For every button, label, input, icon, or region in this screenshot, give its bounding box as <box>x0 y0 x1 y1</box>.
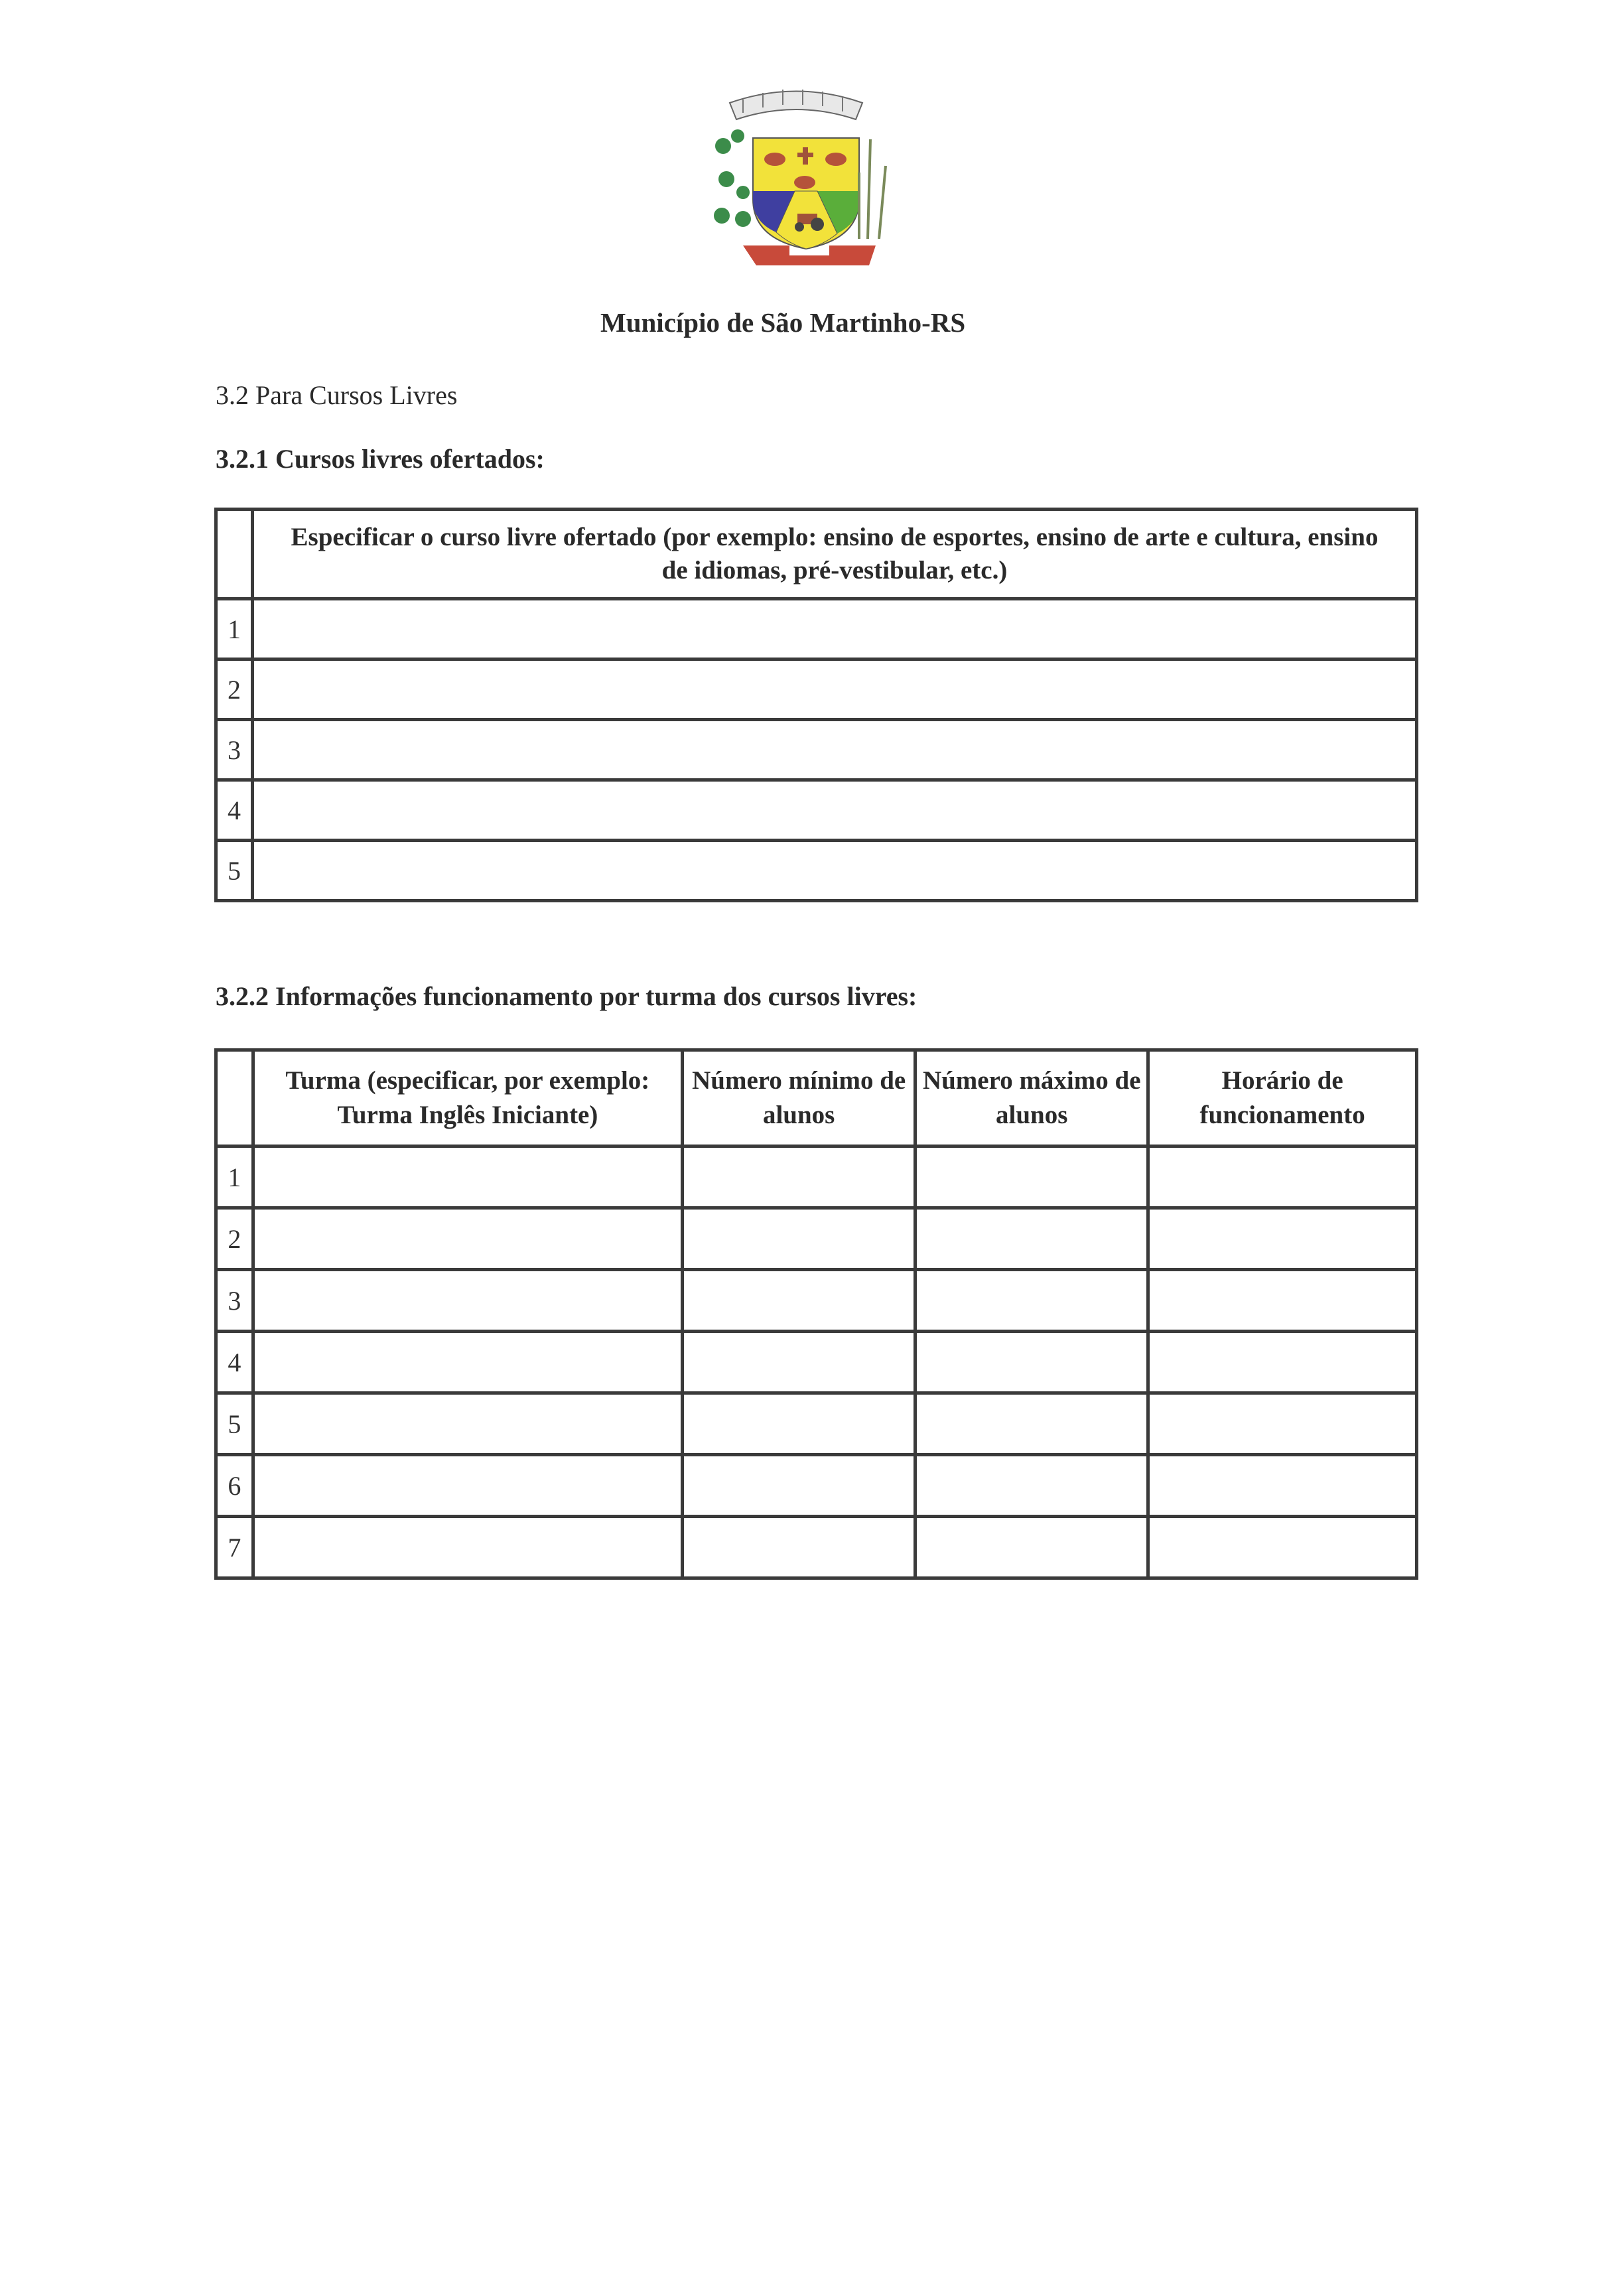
table-row <box>216 720 1417 780</box>
row-number: 5 <box>216 1393 253 1455</box>
class-info-table <box>214 1048 1418 1580</box>
min-students-cell[interactable] <box>683 1146 915 1208</box>
course-input-cell[interactable] <box>253 599 1417 660</box>
schedule-cell[interactable] <box>1148 1517 1417 1578</box>
max-students-cell[interactable] <box>915 1270 1148 1332</box>
table-row <box>216 1270 1417 1332</box>
schedule-header: Horário de funcionamento <box>1148 1050 1417 1146</box>
row-number: 2 <box>216 660 253 720</box>
min-students-cell[interactable] <box>683 1455 915 1517</box>
min-students-cell[interactable] <box>683 1517 915 1578</box>
min-students-cell[interactable] <box>683 1393 915 1455</box>
max-students-header: Número máximo de alunos <box>915 1050 1148 1146</box>
schedule-cell[interactable] <box>1148 1332 1417 1393</box>
class-cell[interactable] <box>253 1332 683 1393</box>
table-row <box>216 841 1417 901</box>
max-students-cell[interactable] <box>915 1455 1148 1517</box>
min-students-cell[interactable] <box>683 1332 915 1393</box>
class-cell[interactable] <box>253 1517 683 1578</box>
class-cell[interactable] <box>253 1208 683 1270</box>
class-cell[interactable] <box>253 1146 683 1208</box>
schedule-cell[interactable] <box>1148 1208 1417 1270</box>
course-header-cell: Especificar o curso livre ofertado (por exemplo: ensino de esportes, ensino de arte e cultura, ensino de idiomas, pré-vestibular, etc.) <box>253 510 1417 599</box>
table-row <box>216 1208 1417 1270</box>
courses-offered-table <box>214 508 1418 902</box>
row-number: 1 <box>216 599 253 660</box>
table-row <box>216 599 1417 660</box>
table-row <box>216 780 1417 841</box>
class-cell[interactable] <box>253 1393 683 1455</box>
row-number: 5 <box>216 841 253 901</box>
table-row <box>216 1332 1417 1393</box>
max-students-cell[interactable] <box>915 1208 1148 1270</box>
min-students-header: Número mínimo de alunos <box>683 1050 915 1146</box>
schedule-cell[interactable] <box>1148 1146 1417 1208</box>
course-input-cell[interactable] <box>253 660 1417 720</box>
course-input-cell[interactable] <box>253 780 1417 841</box>
row-number: 1 <box>216 1146 253 1208</box>
municipality-title: Município de São Martinho-RS <box>600 307 966 338</box>
course-input-cell[interactable] <box>253 720 1417 780</box>
max-students-cell[interactable] <box>915 1332 1148 1393</box>
schedule-cell[interactable] <box>1148 1393 1417 1455</box>
max-students-cell[interactable] <box>915 1146 1148 1208</box>
section-title: 3.2 Para Cursos Livres <box>216 380 458 410</box>
row-number: 4 <box>216 1332 253 1393</box>
class-header: Turma (especificar, por exemplo: Turma Inglês Iniciante) <box>253 1050 683 1146</box>
table-header-row <box>216 510 1417 599</box>
max-students-cell[interactable] <box>915 1393 1148 1455</box>
class-cell[interactable] <box>253 1270 683 1332</box>
max-students-cell[interactable] <box>915 1517 1148 1578</box>
table-header-row <box>216 1050 1417 1146</box>
coat-of-arms-icon <box>697 66 896 272</box>
row-number-header <box>216 510 253 599</box>
subsection-title-courses: 3.2.1 Cursos livres ofertados: <box>216 444 545 474</box>
min-students-cell[interactable] <box>683 1208 915 1270</box>
table-row <box>216 1517 1417 1578</box>
row-number: 2 <box>216 1208 253 1270</box>
row-number: 3 <box>216 1270 253 1332</box>
table-row <box>216 1393 1417 1455</box>
row-number: 6 <box>216 1455 253 1517</box>
schedule-cell[interactable] <box>1148 1270 1417 1332</box>
table-row <box>216 660 1417 720</box>
subsection-title-classes: 3.2.2 Informações funcionamento por turma dos cursos livres: <box>216 981 917 1011</box>
row-number: 7 <box>216 1517 253 1578</box>
row-number-header <box>216 1050 253 1146</box>
schedule-cell[interactable] <box>1148 1455 1417 1517</box>
class-cell[interactable] <box>253 1455 683 1517</box>
row-number: 3 <box>216 720 253 780</box>
mural-crown <box>730 90 862 119</box>
table-row <box>216 1455 1417 1517</box>
course-input-cell[interactable] <box>253 841 1417 901</box>
min-students-cell[interactable] <box>683 1270 915 1332</box>
row-number: 4 <box>216 780 253 841</box>
table-row <box>216 1146 1417 1208</box>
